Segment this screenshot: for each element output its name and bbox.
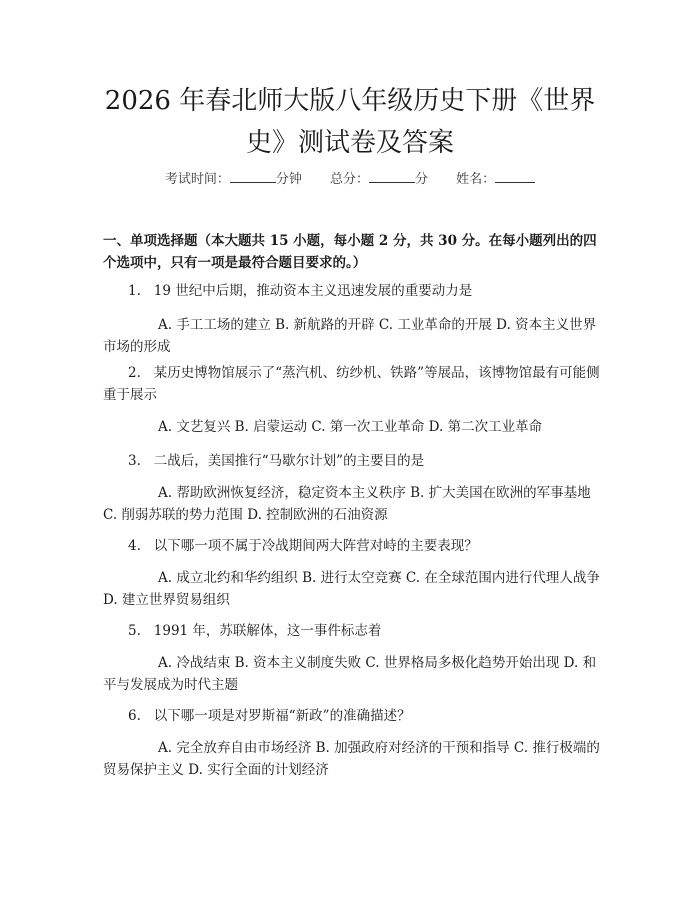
question-stem: [103, 705, 603, 727]
question-number: 3.: [128, 453, 141, 469]
question-options: A. 手工工场的建立 B. 新航路的开辟 C. 工业革命的开展 D. 资本主义世界市场的形成: [103, 317, 597, 355]
question-options: A. 成立北约和华约组织 B. 进行太空竞赛 C. 在全球范围内进行代理人战争 D. 建立世界贸易组织: [103, 570, 600, 608]
student-name-label: 姓名：: [456, 172, 496, 187]
section-header: 一、单项选择题（本大题共 15 小题，每小题 2 分，共 30 分。在每小题列出的四个选项中，只有一项是最符合题目要求的。）: [103, 233, 597, 271]
question-stem: [103, 620, 603, 642]
question-options: A. 文艺复兴 B. 启蒙运动 C. 第一次工业革命 D. 第二次工业革命: [158, 419, 543, 435]
question-options: A. 完全放弃自由市场经济 B. 加强政府对经济的干预和指导 C. 推行极端的贸易保护主义 D. 实行全面的计划经济: [103, 740, 600, 778]
total-score-field: [330, 168, 428, 187]
question-text: 19 世纪中后期，推动资本主义迅速发展的重要动力是: [153, 283, 473, 299]
exam-info-line: [0, 168, 700, 187]
question-text: 二战后，美国推行“马歇尔计划”的主要目的是: [153, 453, 425, 469]
question-number: 6.: [128, 708, 141, 724]
student-name-field: [456, 168, 535, 187]
question-number: 4.: [128, 538, 141, 554]
total-score-blank: [369, 170, 415, 183]
question-stem: [103, 450, 603, 472]
question-options: A. 冷战结束 B. 资本主义制度失败 C. 世界格局多极化趋势开始出现 D. 和平与发展成为时代主题: [103, 655, 597, 693]
total-score-unit: 分: [415, 172, 429, 187]
document-title: 2026 年春北师大版八年级历史下册《世界史》测试卷及答案: [104, 86, 596, 158]
question-stem: [103, 535, 603, 557]
question-text: 1991 年，苏联解体，这一事件标志着: [153, 623, 382, 639]
student-name-blank: [495, 170, 535, 183]
question-number: 5.: [128, 623, 141, 639]
question-number: 2.: [128, 365, 141, 381]
question-number: 1.: [128, 283, 141, 299]
exam-time-blank: [230, 170, 276, 183]
question-text: 以下哪一项是对罗斯福“新政”的准确描述？: [153, 708, 411, 724]
exam-time-label: 考试时间：: [164, 172, 230, 187]
exam-time-unit: 分钟: [275, 172, 302, 187]
question-text: 某历史博物馆展示了“蒸汽机、纺纱机、铁路”等展品，该博物馆最有可能侧重于展示: [103, 365, 600, 403]
question-stem: [103, 280, 603, 302]
question-stem: [103, 362, 603, 406]
total-score-label: 总分：: [329, 172, 369, 187]
exam-time-field: [165, 168, 302, 187]
question-options: A. 帮助欧洲恢复经济，稳定资本主义秩序 B. 扩大美国在欧洲的军事基地 C. 削弱苏联的势力范围 D. 控制欧洲的石油资源: [103, 485, 591, 523]
question-text: 以下哪一项不属于冷战期间两大阵营对峙的主要表现？: [153, 538, 478, 554]
